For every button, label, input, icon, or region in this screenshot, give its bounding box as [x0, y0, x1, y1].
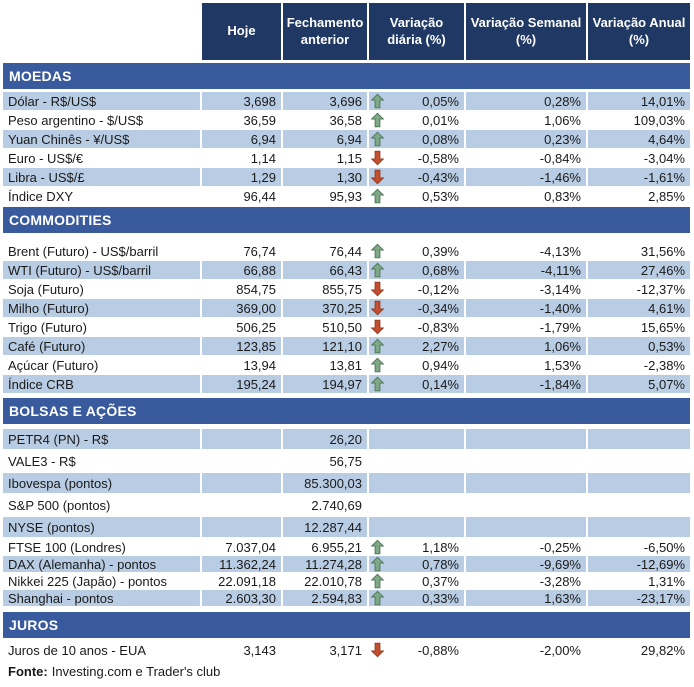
value-hoje: 96,44 — [243, 188, 276, 204]
value-fechamento: 12.287,44 — [283, 517, 367, 537]
value-daily: 0,01% — [422, 112, 459, 128]
cell-variacao-diaria — [369, 641, 464, 659]
value-fechamento: 76,44 — [329, 243, 362, 259]
value-daily: 2,27% — [422, 338, 459, 354]
cell-variacao-diaria — [369, 242, 464, 260]
value-hoje: 1,29 — [202, 168, 281, 186]
table-row — [3, 168, 690, 186]
cell-variacao-diaria — [369, 590, 464, 606]
value-weekly — [466, 473, 586, 493]
table-row — [3, 641, 690, 659]
value-weekly: 0,28% — [466, 92, 586, 110]
row-label: Brent (Futuro) - US$/barril — [8, 243, 159, 259]
value-hoje: 195,24 — [202, 375, 281, 393]
value-weekly — [466, 451, 586, 471]
row-label: Juros de 10 anos - EUA — [8, 642, 147, 658]
row-label: Café (Futuro) — [3, 337, 200, 355]
value-annual — [588, 429, 690, 449]
value-hoje: 22.091,18 — [218, 573, 276, 589]
value-weekly: 1,53% — [544, 357, 581, 373]
value-daily: -0,88% — [417, 642, 459, 658]
value-annual: -1,61% — [588, 168, 690, 186]
section-title: BOLSAS E AÇÕES — [9, 403, 137, 419]
value-fechamento: 510,50 — [322, 319, 362, 335]
value-daily: 0,05% — [422, 93, 459, 109]
cell-variacao-diaria — [369, 299, 464, 317]
value-fechamento: 66,43 — [283, 261, 367, 279]
value-hoje: 11.362,24 — [202, 556, 281, 572]
source-text: Investing.com e Trader's club — [51, 663, 221, 679]
value-weekly: 0,23% — [466, 130, 586, 148]
row-label: Índice DXY — [8, 188, 74, 204]
row-label: S&P 500 (pontos) — [8, 497, 111, 513]
value-daily: 1,18% — [422, 539, 459, 555]
section-header — [3, 398, 690, 424]
value-annual: 0,53% — [588, 337, 690, 355]
value-fechamento: 95,93 — [329, 188, 362, 204]
value-weekly: -3,28% — [539, 573, 581, 589]
value-weekly: -3,14% — [539, 281, 581, 297]
value-fechamento: 2.594,83 — [283, 590, 367, 606]
row-label: Soja (Futuro) — [8, 281, 84, 297]
value-annual: -12,37% — [636, 281, 685, 297]
row-label: DAX (Alemanha) - pontos — [3, 556, 200, 572]
table-section — [3, 398, 690, 606]
value-weekly — [466, 517, 586, 537]
value-annual: 2,85% — [648, 188, 685, 204]
row-label: PETR4 (PN) - R$ — [3, 429, 200, 449]
value-daily: -0,34% — [417, 300, 459, 316]
header-spacer — [3, 3, 200, 60]
value-daily: 0,39% — [422, 243, 459, 259]
cell-variacao-diaria — [369, 149, 464, 167]
value-daily: 0,53% — [422, 188, 459, 204]
cell-variacao-diaria — [369, 318, 464, 336]
value-fechamento: 22.010,78 — [304, 573, 362, 589]
cell-variacao-diaria — [369, 539, 464, 555]
column-header-variacao-diaria: Variação diária (%) — [369, 3, 464, 60]
value-weekly: 1,06% — [466, 337, 586, 355]
row-label: Nikkei 225 (Japão) - pontos — [8, 573, 167, 589]
column-header-hoje: Hoje — [202, 3, 281, 60]
value-annual: 1,31% — [648, 573, 685, 589]
value-fechamento: 121,10 — [283, 337, 367, 355]
value-hoje: 506,25 — [236, 319, 276, 335]
value-daily: 0,37% — [422, 573, 459, 589]
cell-variacao-diaria — [369, 495, 464, 515]
value-fechamento: 6,94 — [283, 130, 367, 148]
value-hoje: 3,698 — [202, 92, 281, 110]
cell-variacao-diaria — [369, 261, 464, 279]
up-arrow-icon — [371, 263, 384, 278]
table-row — [3, 337, 690, 355]
row-label: Índice CRB — [3, 375, 200, 393]
value-fechamento: 36,58 — [329, 112, 362, 128]
table-row — [3, 451, 690, 471]
up-arrow-icon — [371, 94, 384, 109]
section-rows — [3, 242, 690, 393]
row-label: Libra - US$/£ — [3, 168, 200, 186]
column-header-variacao-anual: Variação Anual (%) — [588, 3, 690, 60]
value-weekly: 1,06% — [544, 112, 581, 128]
table-row — [3, 92, 690, 110]
value-annual: 109,03% — [633, 112, 685, 128]
value-annual — [588, 495, 690, 515]
cell-variacao-diaria — [369, 573, 464, 589]
down-arrow-icon — [371, 643, 384, 658]
value-hoje: 854,75 — [236, 281, 276, 297]
down-arrow-icon — [371, 301, 384, 316]
table-body — [3, 63, 690, 659]
row-label: Açúcar (Futuro) — [8, 357, 99, 373]
section-title: COMMODITIES — [9, 212, 112, 228]
cell-variacao-diaria — [369, 187, 464, 205]
up-arrow-icon — [371, 557, 384, 572]
cell-variacao-diaria — [369, 517, 464, 537]
value-fechamento: 1,30 — [283, 168, 367, 186]
value-annual: -6,50% — [643, 539, 685, 555]
row-label: Peso argentino - $/US$ — [8, 112, 144, 128]
cell-variacao-diaria — [369, 280, 464, 298]
value-annual: 4,61% — [588, 299, 690, 317]
section-header — [3, 612, 690, 638]
table-row — [3, 556, 690, 572]
section-header — [3, 207, 690, 233]
value-weekly: -0,84% — [539, 150, 581, 166]
table-row — [3, 299, 690, 317]
down-arrow-icon — [371, 170, 384, 185]
value-weekly: 1,63% — [466, 590, 586, 606]
up-arrow-icon — [371, 189, 384, 204]
row-label: Shanghai - pontos — [3, 590, 200, 606]
value-daily: 0,08% — [422, 131, 459, 147]
row-label: Yuan Chinês - ¥/US$ — [3, 130, 200, 148]
value-hoje: 76,74 — [243, 243, 276, 259]
value-hoje: 2.603,30 — [202, 590, 281, 606]
row-label: WTI (Futuro) - US$/barril — [3, 261, 200, 279]
value-hoje: 7.037,04 — [225, 539, 276, 555]
table-row — [3, 590, 690, 606]
value-daily: 0,78% — [422, 556, 459, 572]
value-fechamento: 85.300,03 — [283, 473, 367, 493]
table-row — [3, 375, 690, 393]
cell-variacao-diaria — [369, 130, 464, 148]
value-fechamento: 13,81 — [329, 357, 362, 373]
up-arrow-icon — [371, 358, 384, 373]
value-fechamento: 855,75 — [322, 281, 362, 297]
value-hoje: 123,85 — [202, 337, 281, 355]
table-row — [3, 111, 690, 129]
value-weekly — [466, 495, 586, 515]
value-annual: 27,46% — [588, 261, 690, 279]
value-annual: 29,82% — [640, 642, 685, 658]
value-daily: 0,68% — [422, 262, 459, 278]
cell-variacao-diaria — [369, 111, 464, 129]
section-rows — [3, 429, 690, 606]
table-header — [3, 3, 690, 60]
value-annual: 5,07% — [588, 375, 690, 393]
row-label: NYSE (pontos) — [3, 517, 200, 537]
table-row — [3, 356, 690, 374]
up-arrow-icon — [371, 377, 384, 392]
table-row — [3, 187, 690, 205]
value-fechamento: 1,15 — [336, 150, 362, 166]
table-row — [3, 517, 690, 537]
value-fechamento: 11.274,28 — [283, 556, 367, 572]
value-daily: -0,12% — [417, 281, 459, 297]
table-section — [3, 63, 690, 205]
table-row — [3, 261, 690, 279]
source-label: Fonte: — [8, 663, 48, 679]
value-daily: -0,43% — [417, 169, 459, 185]
value-weekly: -1,40% — [466, 299, 586, 317]
value-fechamento: 194,97 — [283, 375, 367, 393]
down-arrow-icon — [371, 320, 384, 335]
value-hoje: 369,00 — [202, 299, 281, 317]
value-hoje: 6,94 — [202, 130, 281, 148]
value-weekly: -0,25% — [539, 539, 581, 555]
down-arrow-icon — [371, 282, 384, 297]
value-daily: -0,83% — [417, 319, 459, 335]
value-weekly: -4,13% — [539, 243, 581, 259]
value-annual: -2,38% — [643, 357, 685, 373]
table-row — [3, 242, 690, 260]
value-hoje: 1,14 — [250, 150, 276, 166]
value-fechamento: 2.740,69 — [311, 497, 362, 513]
value-hoje: 66,88 — [202, 261, 281, 279]
cell-variacao-diaria — [369, 356, 464, 374]
value-daily: -0,58% — [417, 150, 459, 166]
up-arrow-icon — [371, 339, 384, 354]
value-hoje: 36,59 — [243, 112, 276, 128]
cell-variacao-diaria — [369, 337, 464, 355]
cell-variacao-diaria — [369, 473, 464, 493]
row-label: FTSE 100 (Londres) — [8, 539, 126, 555]
value-annual: -23,17% — [588, 590, 690, 606]
table-row — [3, 130, 690, 148]
section-rows — [3, 641, 690, 659]
value-annual — [588, 517, 690, 537]
row-label: Ibovespa (pontos) — [3, 473, 200, 493]
value-daily: 0,33% — [422, 590, 459, 606]
cell-variacao-diaria — [369, 429, 464, 449]
value-hoje: 3,143 — [243, 642, 276, 658]
up-arrow-icon — [371, 540, 384, 555]
value-daily: 0,14% — [422, 376, 459, 392]
table-row — [3, 473, 690, 493]
up-arrow-icon — [371, 113, 384, 128]
up-arrow-icon — [371, 574, 384, 589]
source-note — [3, 662, 690, 680]
value-annual: 4,64% — [588, 130, 690, 148]
value-annual — [588, 473, 690, 493]
value-annual: -3,04% — [643, 150, 685, 166]
section-header — [3, 63, 690, 89]
row-label: Dólar - R$/US$ — [3, 92, 200, 110]
row-label: Trigo (Futuro) — [8, 319, 87, 335]
row-label: Euro - US$/€ — [8, 150, 84, 166]
column-header-variacao-semanal: Variação Semanal (%) — [466, 3, 586, 60]
cell-variacao-diaria — [369, 451, 464, 471]
value-hoje — [202, 495, 281, 515]
value-hoje: 13,94 — [243, 357, 276, 373]
value-weekly — [466, 429, 586, 449]
value-fechamento: 56,75 — [329, 453, 362, 469]
value-daily: 0,94% — [422, 357, 459, 373]
down-arrow-icon — [371, 151, 384, 166]
value-hoje — [202, 473, 281, 493]
value-weekly: -1,79% — [539, 319, 581, 335]
value-annual: 31,56% — [640, 243, 685, 259]
value-weekly: -2,00% — [539, 642, 581, 658]
value-hoje — [202, 517, 281, 537]
value-fechamento: 6.955,21 — [311, 539, 362, 555]
value-annual: 14,01% — [588, 92, 690, 110]
table-row — [3, 573, 690, 589]
value-hoje — [202, 429, 281, 449]
table-row — [3, 539, 690, 555]
table-row — [3, 495, 690, 515]
table-row — [3, 318, 690, 336]
value-weekly: -1,84% — [466, 375, 586, 393]
row-label: VALE3 - R$ — [8, 453, 76, 469]
up-arrow-icon — [371, 591, 384, 606]
value-annual: 15,65% — [640, 319, 685, 335]
value-fechamento: 3,696 — [283, 92, 367, 110]
section-rows — [3, 92, 690, 205]
cell-variacao-diaria — [369, 92, 464, 110]
table-row — [3, 280, 690, 298]
up-arrow-icon — [371, 132, 384, 147]
table-row — [3, 429, 690, 449]
value-annual — [588, 451, 690, 471]
column-header-fechamento-anterior: Fechamento anterior — [283, 3, 367, 60]
section-title: MOEDAS — [9, 68, 72, 84]
value-weekly: -1,46% — [466, 168, 586, 186]
cell-variacao-diaria — [369, 168, 464, 186]
value-weekly: -4,11% — [466, 261, 586, 279]
value-weekly: 0,83% — [544, 188, 581, 204]
section-title: JUROS — [9, 617, 59, 633]
cell-variacao-diaria — [369, 556, 464, 572]
table-section — [3, 207, 690, 393]
value-fechamento: 26,20 — [283, 429, 367, 449]
row-label: Milho (Futuro) — [3, 299, 200, 317]
table-row — [3, 149, 690, 167]
value-weekly: -9,69% — [466, 556, 586, 572]
cell-variacao-diaria — [369, 375, 464, 393]
value-hoje — [202, 451, 281, 471]
up-arrow-icon — [371, 244, 384, 259]
value-annual: -12,69% — [588, 556, 690, 572]
value-fechamento: 3,171 — [329, 642, 362, 658]
value-fechamento: 370,25 — [283, 299, 367, 317]
table-section — [3, 612, 690, 659]
